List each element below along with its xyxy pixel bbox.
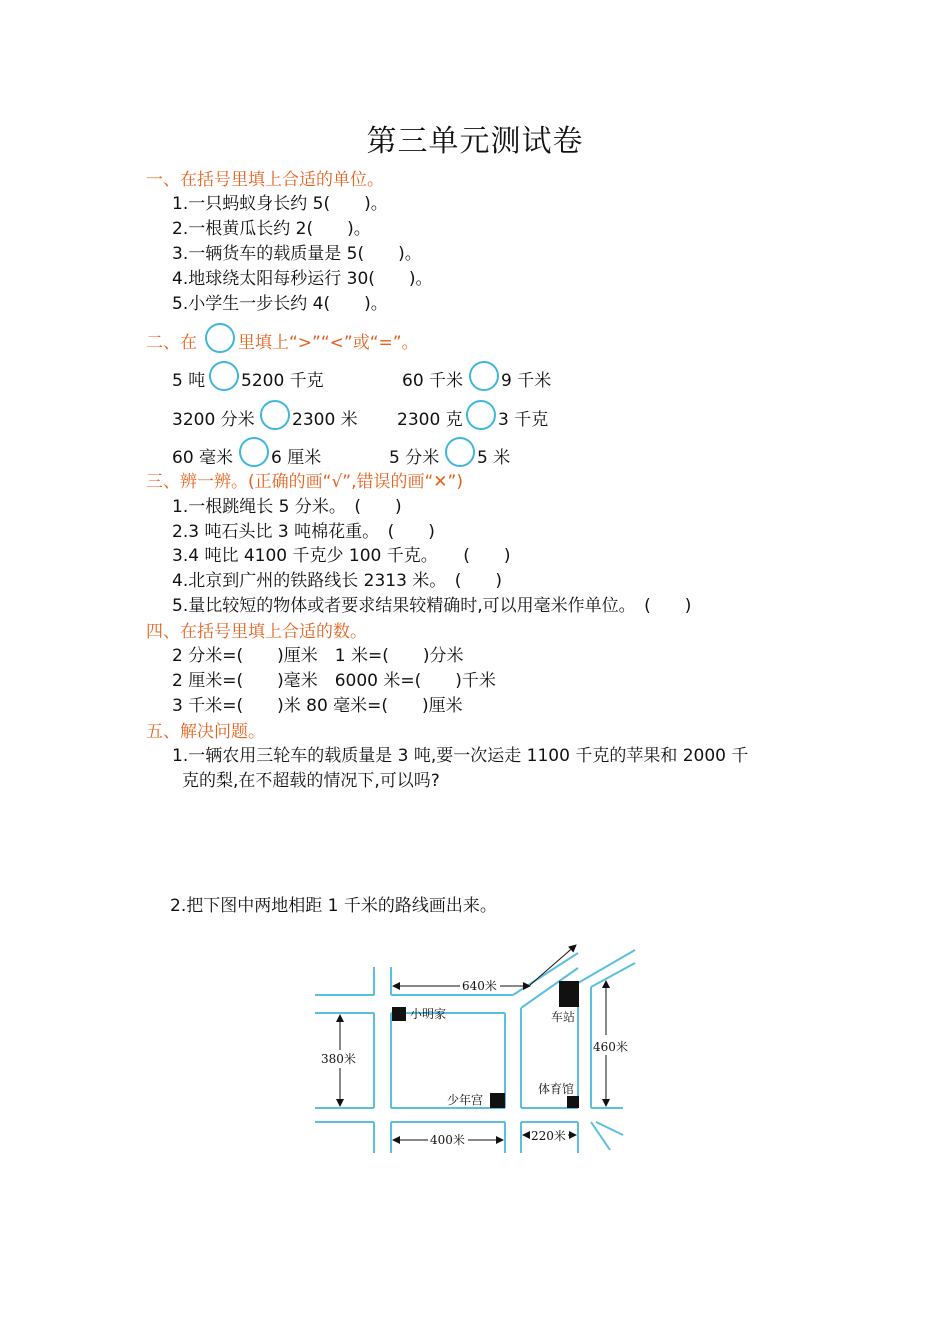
s2-row3-b-right: 5 米	[477, 448, 511, 468]
s4-item-3: 3 千米=( )米 80 毫米=( )厘米	[172, 696, 463, 716]
section-2-heading-after: 里填上“>”“<”或“=”。	[238, 333, 419, 353]
label-station: 车站	[551, 1010, 576, 1024]
route-map	[300, 935, 650, 1160]
compare-circle-input[interactable]	[466, 400, 496, 430]
heading-circle-icon	[205, 323, 235, 353]
s3-item-5: 5.量比较短的物体或者要求结果较精确时,可以用毫米作单位。 ( )	[172, 596, 692, 616]
section-2-heading-before: 二、在	[146, 333, 197, 353]
section-3-heading: 三、辨一辨。(正确的画“√”,错误的画“✕”)	[146, 472, 463, 492]
compare-circle-input[interactable]	[209, 361, 239, 391]
s3-item-2: 2.3 吨石头比 3 吨棉花重。 ( )	[172, 522, 435, 542]
s1-item-4: 4.地球绕太阳每秒运行 30( )。	[172, 269, 433, 289]
s2-row3-b-left: 5 分米	[389, 448, 440, 468]
arrow-icon	[530, 945, 576, 985]
compare-circle-input[interactable]	[445, 437, 475, 467]
station-marker	[559, 981, 579, 1007]
gym-marker	[567, 1096, 579, 1108]
label-460: 460米	[593, 1040, 628, 1054]
s5-q2: 2.把下图中两地相距 1 千米的路线画出来。	[170, 896, 497, 916]
s1-item-2: 2.一根黄瓜长约 2( )。	[172, 219, 371, 239]
s2-row1-b-right: 9 千米	[501, 371, 552, 391]
s2-row1-a-left: 5 吨	[172, 371, 206, 391]
label-380: 380米	[321, 1052, 356, 1066]
label-palace: 少年宫	[447, 1093, 484, 1107]
label-xiaoming: 小明家	[410, 1007, 447, 1021]
page-title: 第三单元测试卷	[366, 124, 584, 159]
xiaoming-home-marker	[392, 1007, 406, 1021]
label-640: 640米	[462, 979, 497, 993]
section-4-heading: 四、在括号里填上合适的数。	[146, 622, 367, 642]
palace-marker	[490, 1093, 505, 1108]
s4-item-2: 2 厘米=( )毫米 6000 米=( )千米	[172, 671, 496, 691]
compare-circle-input[interactable]	[469, 361, 499, 391]
s2-row3-a-right: 6 厘米	[271, 448, 322, 468]
s3-item-1: 1.一根跳绳长 5 分米。 ( )	[172, 497, 402, 517]
s1-item-1: 1.一只蚂蚁身长约 5( )。	[172, 194, 388, 214]
s2-row1-a-right: 5200 千克	[241, 371, 324, 391]
section-5-heading: 五、解决问题。	[146, 722, 265, 742]
s2-row2-b-left: 2300 克	[397, 410, 463, 430]
s5-q1-line2: 克的梨,在不超载的情况下,可以吗?	[182, 771, 440, 791]
s5-q1-line1: 1.一辆农用三轮车的载质量是 3 吨,要一次运走 1100 千克的苹果和 2000 千	[172, 746, 749, 766]
s2-row3-a-left: 60 毫米	[172, 448, 234, 468]
label-220: 220米	[531, 1129, 566, 1143]
s3-item-3: 3.4 吨比 4100 千克少 100 千克。 ( )	[172, 546, 511, 566]
s2-row2-a-left: 3200 分米	[172, 410, 255, 430]
compare-circle-input[interactable]	[260, 400, 290, 430]
s2-row1-b-left: 60 千米	[402, 371, 464, 391]
label-400: 400米	[430, 1133, 465, 1147]
s1-item-3: 3.一辆货车的载质量是 5( )。	[172, 244, 422, 264]
s2-row2-b-right: 3 千克	[498, 410, 549, 430]
label-gym: 体育馆	[538, 1082, 575, 1096]
s1-item-5: 5.小学生一步长约 4( )。	[172, 294, 388, 314]
compare-circle-input[interactable]	[239, 437, 269, 467]
s3-item-4: 4.北京到广州的铁路线长 2313 米。 ( )	[172, 571, 503, 591]
s4-item-1: 2 分米=( )厘米 1 米=( )分米	[172, 646, 464, 666]
section-1-heading: 一、在括号里填上合适的单位。	[146, 170, 384, 190]
s2-row2-a-right: 2300 米	[292, 410, 358, 430]
